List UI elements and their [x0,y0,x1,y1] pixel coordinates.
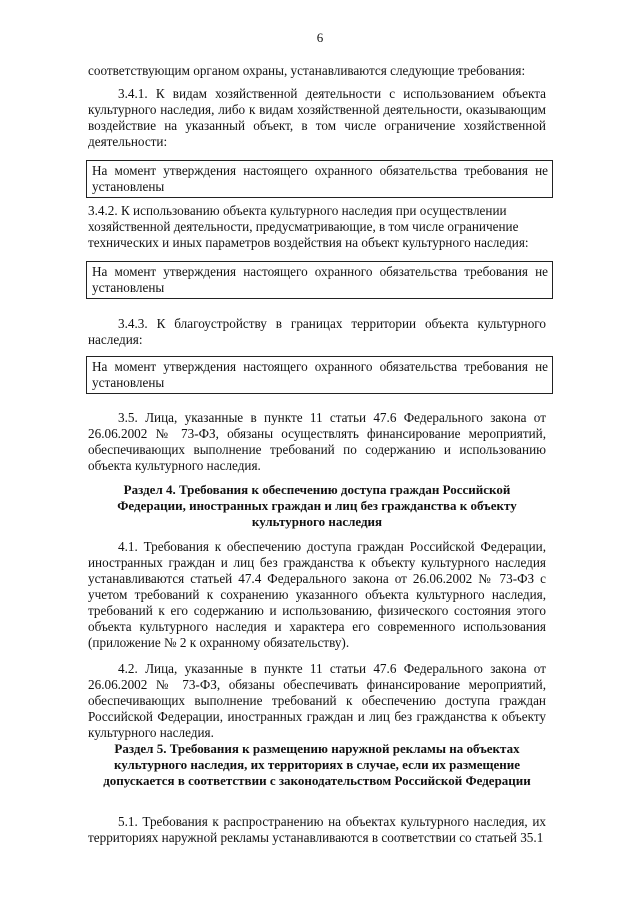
page-number: 6 [316,30,324,45]
paragraph-4-2: 4.2. Лица, указанные в пункте 11 статьи 47.6 Федерального закона от 26.06.2002 № 73-ФЗ, обязаны обеспечивать финансирование мероприятий, обеспечивающих выполнение требований к обеспечению доступа граждан Российской Федерации, иностранных граждан и лиц без гражданства к объекту культурного наследия. [88,661,546,740]
requirements-box-1: На момент утверждения настоящего охранного обязательства требования не установлены [86,160,553,198]
paragraph-4-1: 4.1. Требования к обеспечению доступа граждан Российской Федерации, иностранных граждан и лиц без гражданства к объекту культурного наследия устанавливаются статьей 47.4 Федерального закона от 26.06.2002 № 73-ФЗ с учетом требований к сохранению указанного объекта культурного наследия, требований к его содержанию и использованию, физического состояния этого объекта культурного наследия и характера его современного использования (приложение № 2 к охранному обязательству). [88,539,546,650]
paragraph-3-4-2: 3.4.2. К использованию объекта культурного наследия при осуществлении хозяйственной деятельности, предусматривающие, в том числе ограничение технических и иных параметров воздействия на объект культурного наследия: [88,203,529,250]
requirements-box-3: На момент утверждения настоящего охранного обязательства требования не установлены [86,356,553,394]
paragraph-5-1: 5.1. Требования к распространению на объектах культурного наследия, их территориях наружной рекламы устанавливаются в соответствии со статьей 35.1 [88,814,546,845]
paragraph-3-4-3: 3.4.3. К благоустройству в границах территории объекта культурного наследия: [88,316,546,347]
intro-paragraph: соответствующим органом охраны, устанавливаются следующие требования: [88,63,526,78]
paragraph-3-5: 3.5. Лица, указанные в пункте 11 статьи 47.6 Федерального закона от 26.06.2002 № 73-ФЗ, обязаны осуществлять финансирование мероприятий, обеспечивающих выполнение требований по содержанию и использованию объекта культурного наследия. [88,410,546,473]
section-5-title: Раздел 5. Требования к размещению наружной рекламы на объектах культурного наследия, их территориях в случае, если их размещение допускается в соответствии с законодательством Российской Федерации [103,741,531,788]
paragraph-3-4-1: 3.4.1. К видам хозяйственной деятельности с использованием объекта культурного наследия, либо к видам хозяйственной деятельности, оказывающим воздействие на указанный объект, в том числе ограничение хозяйственной деятельности: [88,86,546,149]
section-4-title: Раздел 4. Требования к обеспечению доступа граждан Российской Федерации, иностранных граждан и лиц без гражданства к объекту культурного наследия [117,482,517,529]
requirements-box-2: На момент утверждения настоящего охранного обязательства требования не установлены [86,261,553,299]
